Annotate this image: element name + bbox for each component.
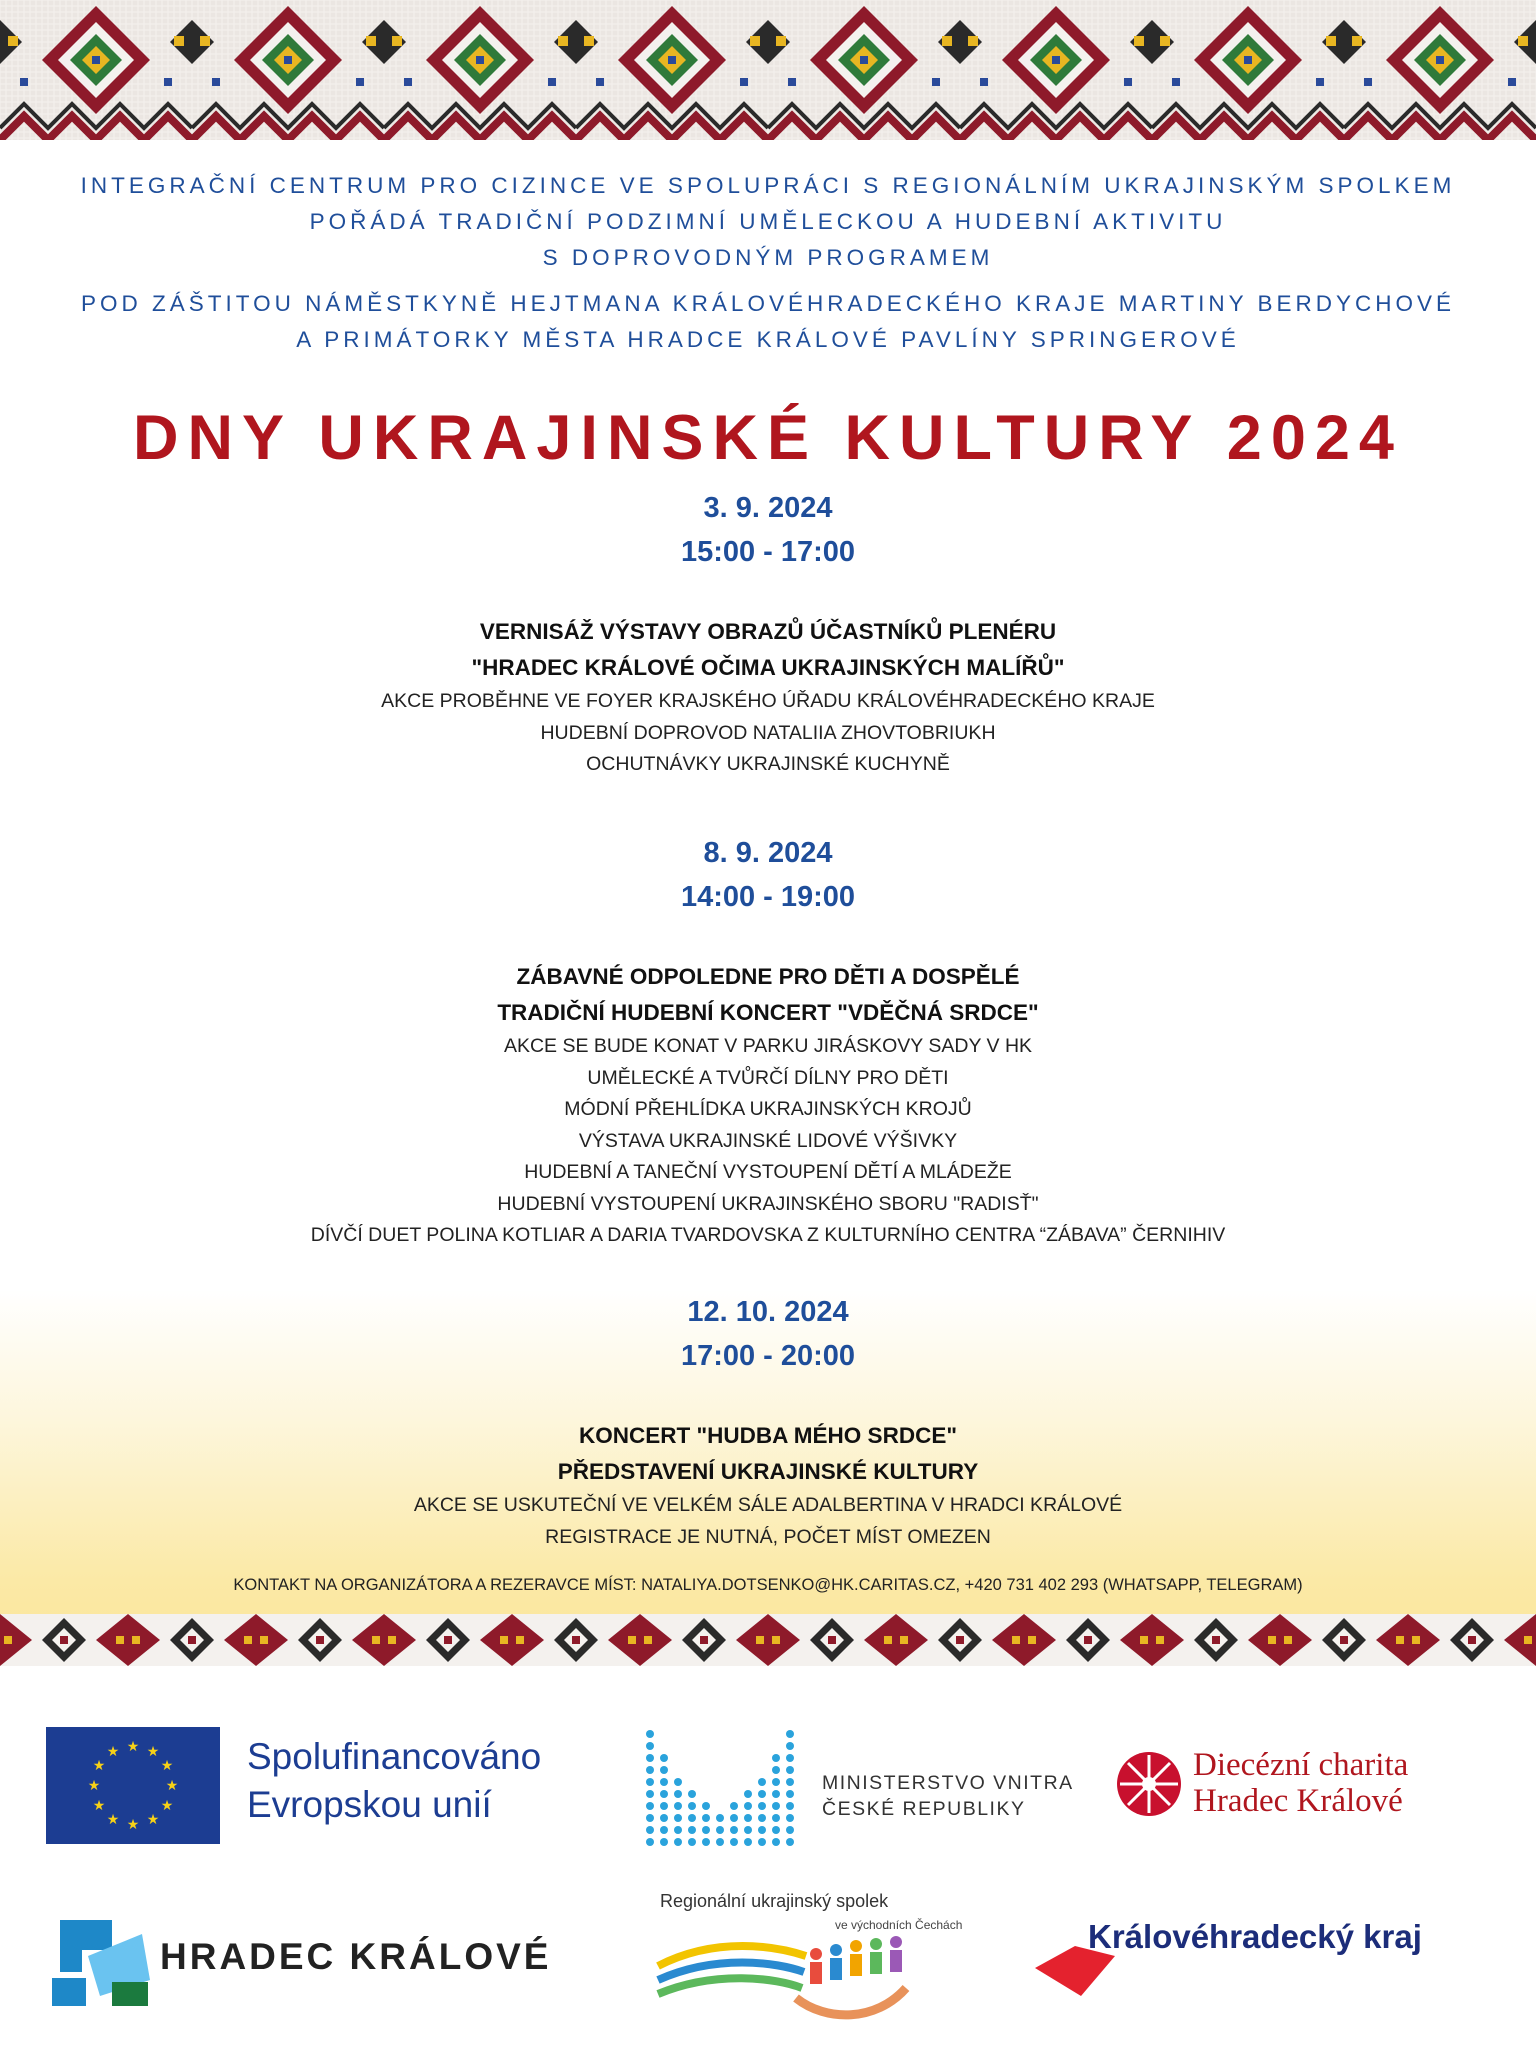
eu-flag-logo	[46, 1727, 220, 1844]
svg-text:★: ★	[126, 1739, 140, 1755]
ministry-text	[822, 1770, 1074, 1822]
event-time: 17:00 - 20:00	[680, 1340, 856, 1372]
event-title: ZÁBAVNÉ ODPOLEDNE PRO DĚTI A DOSPĚLÉ	[516, 964, 1020, 989]
ministry-logo-icon	[644, 1726, 802, 1846]
event-detail: UMĚLECKÉ A TVŮRČÍ DÍLNY PRO DĚTI	[587, 1066, 949, 1089]
event-1	[0, 486, 1536, 781]
event-time: 15:00 - 17:00	[680, 536, 856, 568]
contact-line: KONTAKT NA ORGANIZÁTORA A REZERAVCE MÍST: NATALIYA.DOTSENKO@HK.CARITAS.CZ, +420 731 402 293 (WHATSAPP, TELEGRAM)	[233, 1576, 1303, 1594]
event-detail: VÝSTAVA UKRAJINSKÉ LIDOVÉ VÝŠIVKY	[578, 1129, 958, 1152]
event-time: 14:00 - 19:00	[680, 881, 856, 913]
header-intro	[0, 168, 1536, 358]
event-detail: AKCE PROBĚHNE VE FOYER KRAJSKÉHO ÚŘADU KRÁLOVÉHRADECKÉHO KRAJE	[381, 690, 1155, 712]
charita-text-line: Diecézní charita	[1193, 1747, 1409, 1783]
ministry-text-line: MINISTERSTVO VNITRA	[822, 1772, 1074, 1794]
event-detail: REGISTRACE JE NUTNÁ, POČET MÍST OMEZEN	[545, 1525, 991, 1548]
embroidery-band-top	[0, 0, 1536, 140]
svg-text:★: ★	[146, 1812, 160, 1828]
event-date: 8. 9. 2024	[703, 837, 833, 869]
svg-text:★: ★	[106, 1812, 120, 1828]
header-line: S DOPROVODNÝM PROGRAMEM	[542, 245, 994, 270]
event-detail: AKCE SE USKUTEČNÍ VE VELKÉM SÁLE ADALBERTINA V HRADCI KRÁLOVÉ	[413, 1494, 1123, 1516]
hradec-kralove-text: HRADEC KRÁLOVÉ	[160, 1936, 552, 1977]
svg-text:★: ★	[92, 1798, 106, 1814]
header-line: POD ZÁŠTITOU NÁMĚSTKYNĚ HEJTMANA KRÁLOVÉHRADECKÉHO KRAJE MARTINY BERDYCHOVÉ	[81, 291, 1455, 316]
event-3	[0, 1290, 1536, 1553]
event-detail: MÓDNÍ PŘEHLÍDKA UKRAJINSKÝCH KROJŮ	[564, 1098, 972, 1120]
svg-text:★: ★	[146, 1744, 160, 1760]
event-detail: AKCE SE BUDE KONAT V PARKU JIRÁSKOVY SADY V HK	[503, 1035, 1033, 1057]
header-line: INTEGRAČNÍ CENTRUM PRO CIZINCE VE SPOLUPRÁCI S REGIONÁLNÍM UKRAJINSKÝM SPOLKEM	[80, 173, 1456, 198]
svg-text:★: ★	[160, 1798, 174, 1814]
svg-text:★: ★	[165, 1778, 179, 1794]
header-line: A PRIMÁTORKY MĚSTA HRADCE KRÁLOVÉ PAVLÍNY SPRINGEROVÉ	[296, 327, 1240, 352]
hradec-kralove-logo-icon	[52, 1920, 150, 2006]
event-title: KONCERT "HUDBA MÉHO SRDCE"	[578, 1423, 957, 1448]
event-detail: HUDEBNÍ DOPROVOD NATALIIA ZHOVTOBRIUKH	[540, 721, 996, 744]
event-title: PŘEDSTAVENÍ UKRAJINSKÉ KULTURY	[557, 1459, 979, 1484]
event-detail: OCHUTNÁVKY UKRAJINSKÉ KUCHYNĚ	[586, 753, 950, 775]
embroidery-band-bottom	[0, 1614, 1536, 1666]
event-title: "HRADEC KRÁLOVÉ OČIMA UKRAJINSKÝCH MALÍŘŮ"	[471, 655, 1065, 680]
spolek-subtitle: ve východních Čechách	[835, 1918, 963, 1932]
event-title: VERNISÁŽ VÝSTAVY OBRAZŮ ÚČASTNÍKŮ PLENÉRU	[479, 619, 1057, 644]
event-detail: DÍVČÍ DUET POLINA KOTLIAR A DARIA TVARDOVSKA Z KULTURNÍHO CENTRA “ZÁBAVA” ČERNIHIV	[310, 1224, 1226, 1246]
svg-text:★: ★	[87, 1778, 101, 1794]
svg-text:★: ★	[92, 1758, 106, 1774]
svg-text:★: ★	[106, 1744, 120, 1760]
eu-text-line: Spolufinancováno	[247, 1736, 542, 1777]
kralovehradecky-kraj-text: Královéhradecký kraj	[1088, 1918, 1422, 1955]
header-line: POŘÁDÁ TRADIČNÍ PODZIMNÍ UMĚLECKOU A HUDEBNÍ AKTIVITU	[309, 209, 1227, 234]
event-date: 12. 10. 2024	[687, 1296, 849, 1328]
spolek-logo-art	[656, 1936, 920, 2022]
charita-text	[1193, 1747, 1408, 1819]
svg-text:★: ★	[126, 1817, 140, 1833]
spolek-title: Regionální ukrajinský spolek	[660, 1891, 889, 1911]
event-title: TRADIČNÍ HUDEBNÍ KONCERT "VDĚČNÁ SRDCE"	[497, 1000, 1039, 1025]
event-2	[0, 831, 1536, 1252]
page-title: DNY UKRAJINSKÉ KULTURY 2024	[133, 403, 1403, 473]
charita-text-line: Hradec Králové	[1193, 1783, 1403, 1819]
event-date: 3. 9. 2024	[703, 492, 833, 524]
svg-text:★: ★	[160, 1758, 174, 1774]
eu-cofinanced-text	[247, 1733, 541, 1829]
eu-text-line: Evropskou unií	[247, 1784, 492, 1825]
event-detail: HUDEBNÍ VYSTOUPENÍ UKRAJINSKÉHO SBORU "RADISŤ"	[497, 1192, 1039, 1215]
event-detail: HUDEBNÍ A TANEČNÍ VYSTOUPENÍ DĚTÍ A MLÁDEŽE	[524, 1161, 1012, 1183]
charita-cross-icon	[1116, 1751, 1182, 1817]
ministry-text-line: ČESKÉ REPUBLIKY	[822, 1798, 1026, 1820]
